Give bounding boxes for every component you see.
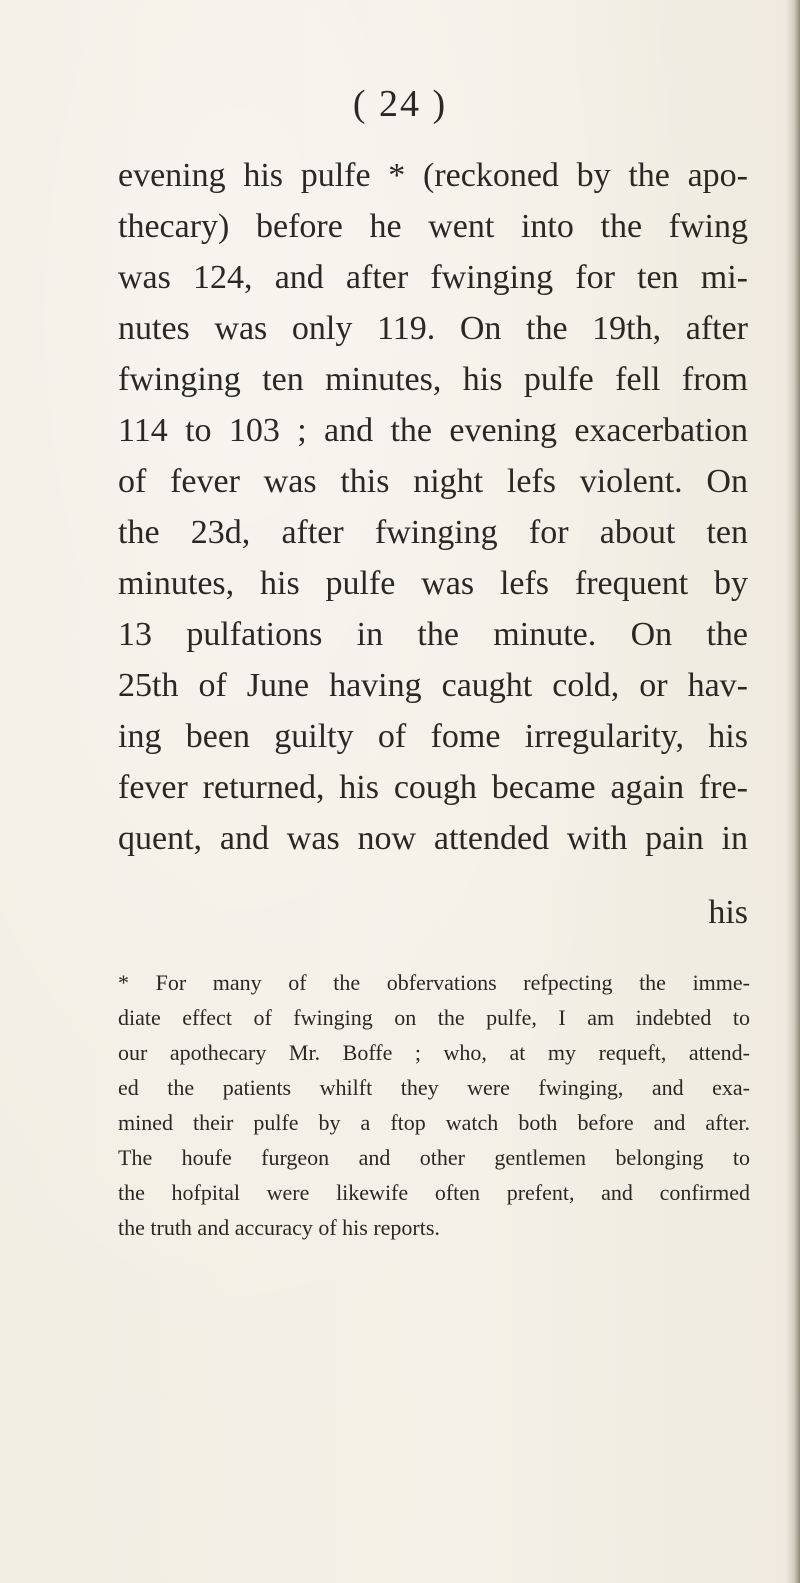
- footnote: [118, 965, 750, 1245]
- text-line: ing been guilty of fome irregularity, his: [118, 718, 748, 755]
- text-line: 13 pulfations in the minute. On the: [118, 616, 748, 653]
- text-line: fever returned, his cough became again fre-: [118, 769, 748, 806]
- page-number: ( 24 ): [352, 83, 448, 125]
- footnote-line: our apothecary Mr. Boffe ; who, at my requeft, attend-: [118, 1040, 750, 1065]
- text-line: was 124, and after fwinging for ten mi-: [118, 259, 748, 296]
- footnote-line: The houfe furgeon and other gentlemen belonging to: [118, 1145, 750, 1170]
- text-line: fwinging ten minutes, his pulfe fell from: [118, 361, 748, 398]
- text-line: minutes, his pulfe was lefs frequent by: [118, 565, 748, 602]
- footnote-line: the hofpital were likewife often prefent, and confirmed: [118, 1180, 750, 1205]
- footnote-line: ed the patients whilft they were fwinging, and exa-: [118, 1075, 750, 1100]
- text-line: the 23d, after fwinging for about ten: [118, 514, 748, 551]
- footnote-line: * For many of the obfervations refpecting the imme-: [118, 970, 750, 995]
- main-text: [118, 150, 748, 864]
- footnote-line: mined their pulfe by a ftop watch both before and after.: [118, 1110, 750, 1135]
- text-line: thecary) before he went into the fwing: [118, 208, 748, 245]
- text-line: nutes was only 119. On the 19th, after: [118, 310, 748, 347]
- text-line: quent, and was now attended with pain in: [118, 820, 748, 857]
- page-edge-shadow: [786, 0, 800, 1583]
- footnote-line: the truth and accuracy of his reports.: [118, 1215, 440, 1240]
- catchword: his: [708, 894, 748, 931]
- text-line: of fever was this night lefs violent. On: [118, 463, 748, 500]
- footnote-line: diate effect of fwinging on the pulfe, I am indebted to: [118, 1005, 750, 1030]
- text-line: evening his pulfe * (reckoned by the apo-: [118, 157, 748, 194]
- text-line: 25th of June having caught cold, or hav-: [118, 667, 748, 704]
- text-line: 114 to 103 ; and the evening exacerbation: [118, 412, 748, 449]
